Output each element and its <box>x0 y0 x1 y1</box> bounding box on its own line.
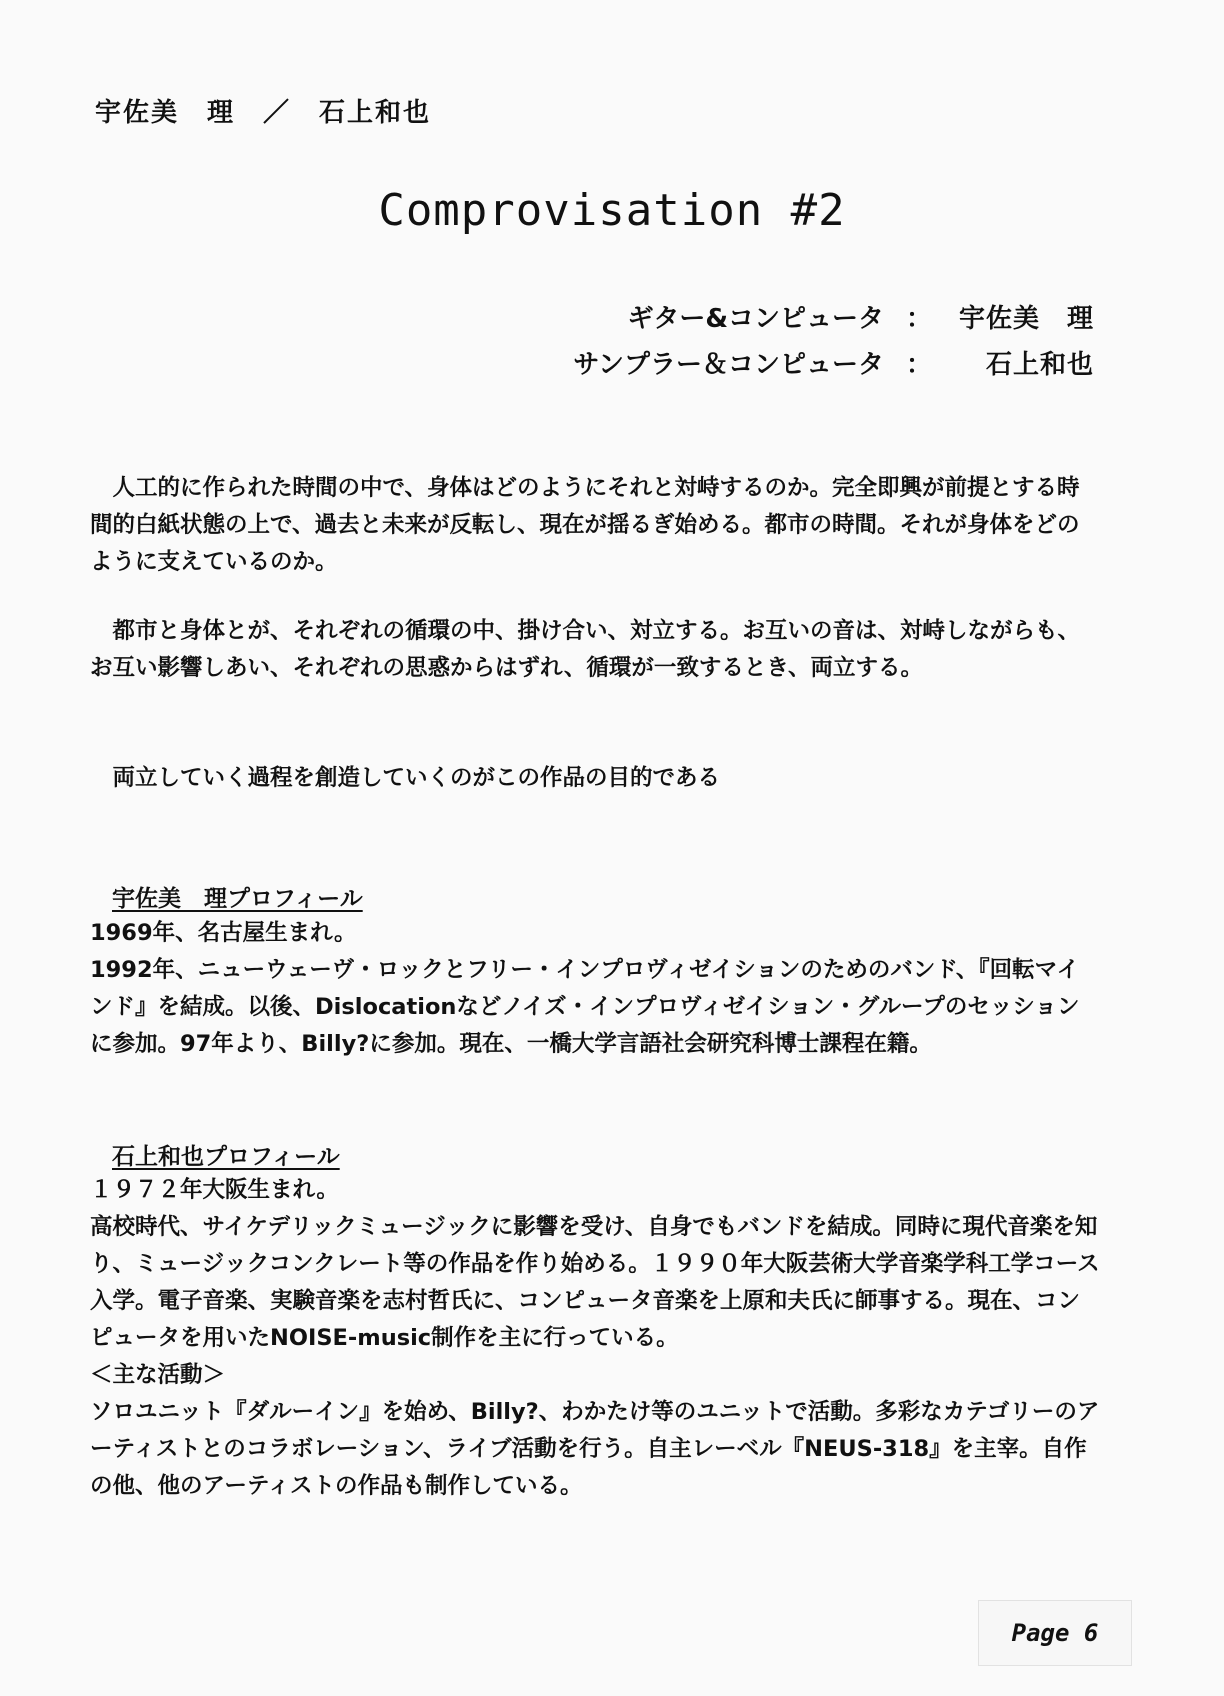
credit-name: 宇佐美 理 <box>958 304 1094 334</box>
profile-body-ishigami <box>90 1172 1100 1505</box>
author-names: 宇佐美 理 ／ 石上和也 <box>95 98 432 128</box>
credit-row-sampler <box>573 342 1094 388</box>
description-paragraph-2: 都市と身体とが、それぞれの循環の中、掛け合い、対立する。お互いの音は、対峙しながらも、お互い影響しあい、それぞれの思惑からはずれ、循環が一致するとき、両立する。 <box>90 618 1081 681</box>
profile-line: 1969年、名古屋生まれ。 <box>90 920 357 946</box>
description-paragraph-3: 両立していく過程を創造していくのがこの作品の目的である <box>112 765 721 791</box>
profile-line: 高校時代、サイケデリックミュージックに影響を受け、自身でもバンドを結成。同時に現代音楽を知り、ミュージックコンクレート等の作品を作り始める。１９９０年大阪芸術大学音楽学科工学コース入学。電子音楽、実験音楽を志村哲氏に、コンピュータ音楽を上原和夫氏に師事する。現在、コンピュータを用いたNOISE-music制作を主に行っている。 <box>90 1214 1100 1351</box>
profile-line: 1992年、ニューウェーヴ・ロックとフリー・インプロヴィゼイションのためのバンド、『回転マインド』を結成。以後、Dislocationなどノイズ・インプロヴィゼイション・グループのセッションに参加。97年より、Billy?に参加。現在、一橋大学言語社会研究科博士課程在籍。 <box>90 957 1080 1057</box>
profile-line: ＜主な活動＞ <box>90 1362 226 1388</box>
credit-name: 石上和也 <box>985 350 1094 380</box>
work-title: Comprovisation #2 <box>378 185 846 236</box>
performer-credits <box>573 296 1094 388</box>
credit-row-guitar <box>573 296 1094 342</box>
credit-separator: ： <box>905 304 932 334</box>
profile-line: ソロユニット『ダルーイン』を始め、Billy?、わかたけ等のユニットで活動。多彩なカテゴリーのアーティストとのコラボレーション、ライブ活動を行う。自主レーベル『NEUS-318』を主宰。自作の他、他のアーティストの作品も制作している。 <box>90 1399 1100 1499</box>
profile-heading-ishigami: 石上和也プロフィール <box>112 1144 340 1170</box>
page-number-label: Page 6 <box>978 1600 1132 1666</box>
description-paragraph-1: 人工的に作られた時間の中で、身体はどのようにそれと対峙するのか。完全即興が前提とする時間的白紙状態の上で、過去と未来が反転し、現在が揺るぎ始める。都市の時間。それが身体をどのように支えているのか。 <box>90 475 1080 575</box>
profile-heading-usami: 宇佐美 理プロフィール <box>112 886 363 912</box>
credit-role: ギター&コンピュータ <box>627 304 884 334</box>
credit-separator: ： <box>905 350 932 380</box>
profile-line: １９７２年大阪生まれ。 <box>90 1177 339 1203</box>
credit-role: サンプラー＆コンピュータ <box>573 350 884 380</box>
profile-body-usami <box>90 915 1100 1063</box>
